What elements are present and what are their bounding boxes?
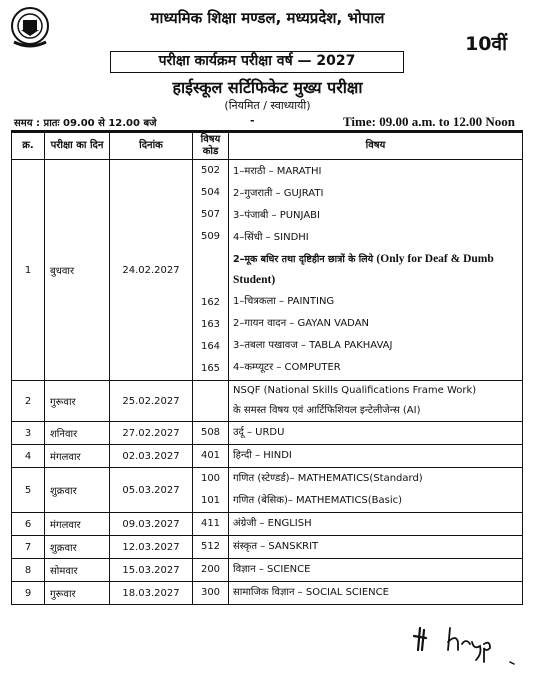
subject-name: 2–गुजराती – GUJRATI [233,188,324,199]
subject-code: 165 [200,363,221,374]
row-date: 18.03.2027 [110,582,193,605]
subject-code: 164 [200,341,221,352]
table-row [12,422,523,445]
row-date: 15.03.2027 [110,559,193,582]
row-day: सोमवार [45,559,110,582]
subject-name: 1–चित्रकला – PAINTING [233,296,335,307]
row-sn: 5 [12,468,45,513]
subject-name: गणित (बेसिक)– MATHEMATICS(Basic) [233,495,403,506]
row-day: शुक्रवार [45,468,110,513]
row-codes [193,422,229,445]
time-hindi: समय : प्रातः 09.00 से 12.00 बजे [14,118,157,129]
row-day: मंगलवार [45,445,110,468]
row-subjects [229,513,523,536]
table-row [12,513,523,536]
header-code: विषय कोड [193,132,229,160]
subject-code: 101 [200,495,221,506]
subject-code: 512 [200,541,221,552]
row-subjects [229,582,523,605]
table-row [12,582,523,605]
row-day: शनिवार [45,422,110,445]
row-date: 05.03.2027 [110,468,193,513]
header-date: दिनांक [110,132,193,160]
subject-name: 1–मराठी – MARATHI [233,166,322,177]
subject-name: विज्ञान – SCIENCE [233,564,311,575]
exam-schedule-table [11,130,523,605]
subject-code: 507 [200,209,221,220]
row-date: 27.02.2027 [110,422,193,445]
row-subjects [229,536,523,559]
subject-code: 401 [200,450,221,461]
subject-code: 100 [200,473,221,484]
subject-name: हिन्दी – HINDI [233,450,292,461]
row-subjects [229,559,523,582]
subject-name: 3–तबला पखावज – TABLA PAKHAVAJ [233,340,393,351]
subject-name: के समस्त विषय एवं आर्टिफिशियल इन्टेलीजेन्स (AI) [233,405,421,416]
board-title: माध्यमिक शिक्षा मण्डल, मध्यप्रदेश, भोपाल [150,9,385,27]
special-note-english: (Only for Deaf & Dumb Student) [233,253,494,286]
row-codes [193,582,229,605]
header-subject: विषय [229,132,523,160]
exam-name: हाईस्कूल सर्टिफिकेट मुख्य परीक्षा [172,78,363,97]
subject-name: गणित (स्टेण्डर्ड)– MATHEMATICS(Standard) [233,473,423,484]
row-subjects [229,468,523,513]
row-subjects [229,160,523,381]
header-day: परीक्षा का दिन [45,132,110,160]
row-sn: 1 [12,160,45,381]
row-date: 02.03.2027 [110,445,193,468]
subject-code: 508 [200,427,221,438]
subject-name: सामाजिक विज्ञान – SOCIAL SCIENCE [233,587,389,598]
handwritten-signature [410,620,520,670]
subject-code: 509 [200,231,221,242]
row-codes [193,559,229,582]
special-student-note [233,249,522,291]
subject-code: 502 [200,165,221,176]
row-date: 24.02.2027 [110,160,193,381]
subject-name: संस्कृत – SANSKRIT [233,541,319,552]
row-sn: 7 [12,536,45,559]
subject-code: 163 [200,319,221,330]
subject-code: 162 [200,297,221,308]
table-row [12,536,523,559]
subject-code [193,248,228,292]
class-label: 10वीं [465,33,507,55]
subject-code: 300 [200,587,221,598]
row-subjects [229,445,523,468]
subject-code: 200 [200,564,221,575]
row-day: शुक्रवार [45,536,110,559]
row-day: बुधवार [45,160,110,381]
row-sn: 6 [12,513,45,536]
program-title-box [110,51,404,73]
table-row [12,559,523,582]
table-row [12,381,523,422]
table-row [12,445,523,468]
subject-name: 4–सिंधी – SINDHI [233,232,309,243]
row-date: 09.03.2027 [110,513,193,536]
time-english: Time: 09.00 a.m. to 12.00 Noon [342,114,515,129]
row-codes [193,160,229,381]
row-subjects [229,422,523,445]
row-subjects [229,381,523,422]
time-separator: - [250,114,255,127]
subject-code: 411 [200,518,221,529]
subject-name: उर्दू – URDU [233,427,285,438]
row-codes [193,513,229,536]
special-note-hindi: 2–मूक बधिर तथा दृष्टिहीन छात्रों के लिये [233,254,374,265]
header-sn: क्र. [12,132,45,160]
row-sn: 9 [12,582,45,605]
subject-name: 3–पंजाबी – PUNJABI [233,210,320,221]
subject-name: 2–गायन वादन – GAYAN VADAN [233,318,370,329]
table-header-row [12,132,523,160]
subject-name: NSQF (National Skills Qualifications Frame Work) [233,385,477,396]
subject-name: अंग्रेजी – ENGLISH [233,518,312,529]
program-title: परीक्षा कार्यक्रम परीक्षा वर्ष — 2027 [158,53,356,69]
row-codes [193,468,229,513]
row-sn: 3 [12,422,45,445]
row-codes [193,536,229,559]
row-day: मंगलवार [45,513,110,536]
subject-code: 504 [200,187,221,198]
row-codes [193,381,229,422]
row-sn: 2 [12,381,45,422]
table-row [12,160,523,381]
row-date: 12.03.2027 [110,536,193,559]
row-sn: 8 [12,559,45,582]
row-date: 25.02.2027 [110,381,193,422]
row-day: गुरूवार [45,381,110,422]
subject-name: 4–कम्प्यूटर – COMPUTER [233,362,341,373]
table-row [12,468,523,513]
row-sn: 4 [12,445,45,468]
row-codes [193,445,229,468]
exam-type: (नियमित / स्वाध्यायी) [224,99,311,112]
row-day: गुरूवार [45,582,110,605]
